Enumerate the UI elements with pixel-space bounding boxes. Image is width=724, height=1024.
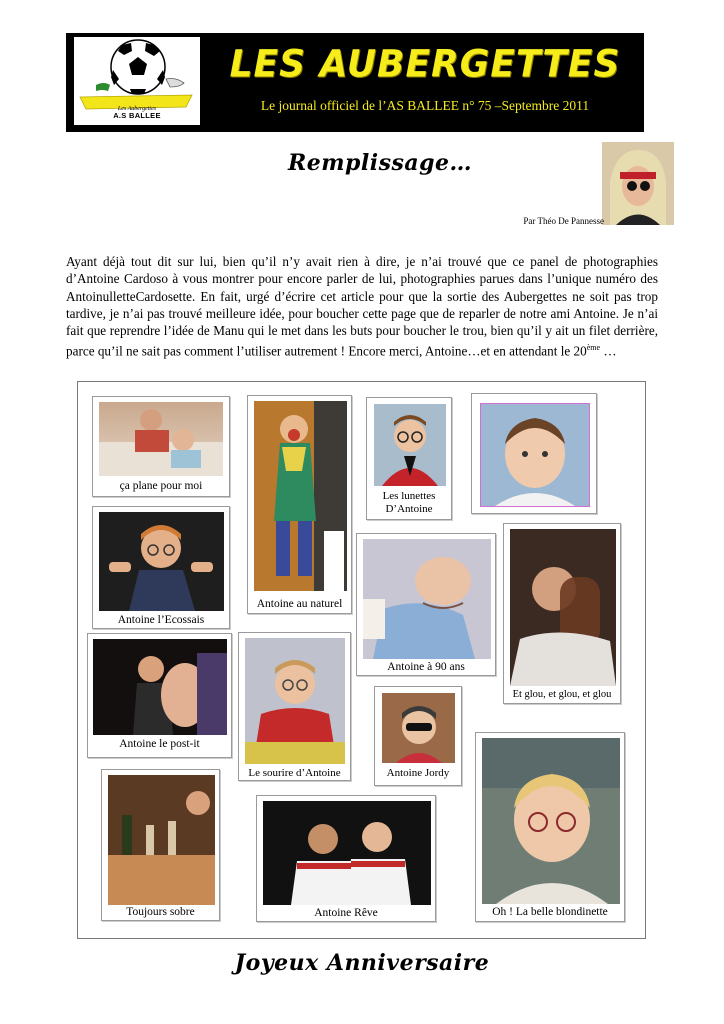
newsletter-subtitle: Le journal officiel de l’AS BALLEE n° 75 –Septembre 2011 [260,98,590,113]
photo-image [374,404,446,486]
photo-image [99,512,224,611]
photo-card [247,395,352,614]
author-photo [602,142,674,225]
photo-caption: Antoine Jordy [386,767,450,779]
photo-caption: ça plane pour moi [119,480,203,492]
photo-card [92,506,230,629]
photo-card [92,396,230,497]
photo-card [471,393,597,514]
photo-caption: Antoine Rêve [314,907,378,919]
photo-image [363,539,491,659]
photo-image [382,693,455,763]
article-title: Remplissage… [287,150,473,176]
photo-card [101,769,220,921]
photo-image [245,638,345,764]
photo-card [87,633,232,758]
logo-caption: A.S BALLEE [113,111,161,120]
photo-card [238,632,351,781]
photo-card [356,533,496,676]
body-end: … [600,343,617,359]
photo-card [256,795,436,922]
photo-image [480,403,590,507]
logo-ribbon-text: Les Aubergettes [117,106,157,112]
photo-image [510,529,616,686]
photo-card [366,397,452,520]
photo-image [254,401,347,591]
footer-greeting: Joyeux Anniversaire [234,950,490,976]
photo-card [475,732,625,922]
newsletter-title: LES AUBERGETTES [229,42,621,87]
club-logo [74,37,200,125]
photo-caption: Antoine à 90 ans [387,661,465,673]
photo-caption: Antoine le post-it [119,738,200,750]
photo-caption: Antoine l’Ecossais [117,614,205,626]
photo-image [99,402,223,476]
photo-caption: Et glou, et glou, et glou [512,689,612,700]
photo-caption: Antoine au naturel [256,598,343,610]
photo-image [93,639,227,735]
body-main: Ayant déjà tout dit sur lui, bien qu’il n’y avait rien à dire, je n’ai trouvé que ce panel de photographies d’Antoine Cardoso à vous montrer pour encore parler de lui, photographies parues dans l’unique numéro des AntoinulletteCardosette. En fait, urgé d’écrire cet article pour que la sortie des Aubergettes ne soit pas trop tardive, je n’ai pas trouvé meilleure idée, pour boucher cette page que de reparler de notre ami Antoine. Je n’ai fait que reprendre l’idée de Manu qui le met dans les buts pour boucher le trou, bien qu’il y ait un filet derrière, parce qu’il ne sait pas comment l’utiliser autrement ! Encore merci, Antoine…et en attendant le 20 [66,254,658,359]
photo-card [374,686,462,786]
photo-caption: Le sourire d’Antoine [248,767,341,779]
article-byline: Par Théo De Pannesse [523,216,604,226]
photo-caption: Toujours sobre [126,906,195,918]
article-body [66,253,658,360]
photo-caption: Les lunettes D’Antoine [382,490,436,515]
photo-image [482,738,620,904]
body-superscript: ème [586,343,601,353]
photo-image [263,801,431,905]
photo-card [503,523,621,704]
photo-image [108,775,215,905]
photo-caption: Oh ! La belle blondinette [492,906,608,918]
